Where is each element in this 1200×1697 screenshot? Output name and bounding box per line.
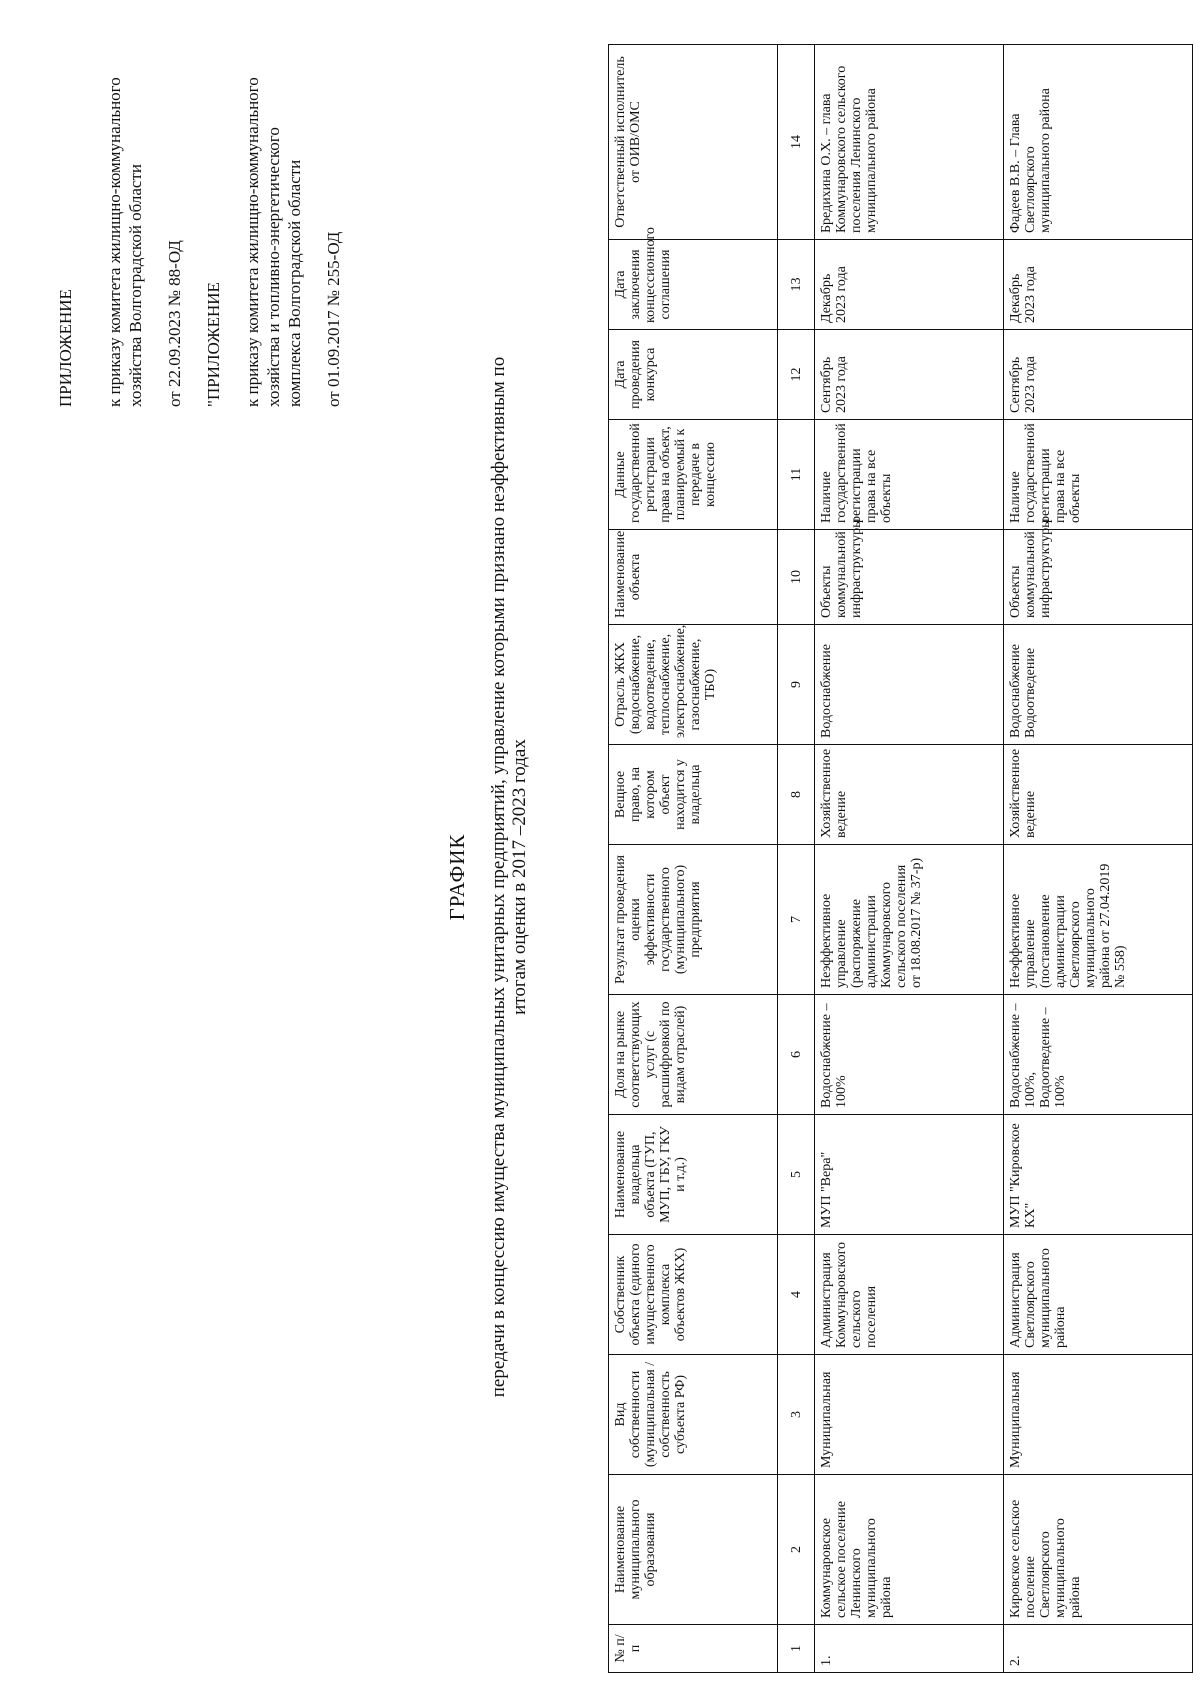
table-cell: Неэффективное управление (распоряжение администрации Коммунаровского сельского поселения от 18.08.2017 № 37-р) [815, 845, 1004, 995]
document-title: ГРАФИК [445, 833, 469, 921]
table-cell: Сентябрь 2023 года [815, 330, 1004, 420]
header-cell: Вещное право, на котором объект находится у владельца [609, 745, 778, 845]
table-cell: Неэффективное управление (постановление администрации Светлоярского муниципального района от 27.04.2019 № 558) [1004, 845, 1193, 995]
table-cell: Декабрь 2023 года [1004, 240, 1193, 330]
table-cell: Муниципальная [1004, 1355, 1193, 1475]
table-cell: Хозяйственное ведение [815, 745, 1004, 845]
header-cell: Данные государственной регистрации права на объект, планируемый к передаче в концессию [609, 420, 778, 530]
header-cell: Отрасль ЖКХ (водоснабжение, водоотведение, теплоснабжение, электроснабжение, газоснабжение, ТБО) [609, 625, 778, 745]
header-cell: Результат проведения оценки эффективности государственного (муниципального) предприятия [609, 845, 778, 995]
table-cell: Объекты коммунальной инфраструктуры [1004, 530, 1193, 625]
table-header-row [609, 45, 778, 1673]
column-number: 7 [778, 845, 815, 995]
column-number: 10 [778, 530, 815, 625]
column-number: 1 [778, 1625, 815, 1673]
header-order-date-old: от 01.09.2017 № 255-ОД [324, 231, 343, 407]
table-cell: 1. [815, 1625, 1004, 1673]
column-number: 8 [778, 745, 815, 845]
table-cell: 2. [1004, 1625, 1193, 1673]
table-cell: Фадеев В.В. – Глава Светлоярского муниципального района [1004, 45, 1193, 240]
header-cell: Ответственный исполнитель от ОИВ/ОМС [609, 45, 778, 240]
column-number: 14 [778, 45, 815, 240]
table-cell: Водоснабжение Водоотведение [1004, 625, 1193, 745]
column-number-row [778, 45, 815, 1673]
table-cell: Администрация Светлоярского муниципального района [1004, 1235, 1193, 1355]
header-cell: № п/п [609, 1625, 778, 1673]
table-cell: Наличие государственной регистрации права на все объекты [815, 420, 1004, 530]
header-cell: Вид собственности (муниципальная /собственность субъекта РФ) [609, 1355, 778, 1475]
table-cell: Водоснабжение – 100%, Водоотведение – 100% [1004, 995, 1193, 1115]
header-order-ref: к приказу комитета жилищно-коммунального хозяйства Волгоградской области [105, 77, 145, 407]
header-cell: Доля на рынке соответствующих услуг (с расшифровкой по видам отраслей) [609, 995, 778, 1115]
table-cell: Муниципальная [815, 1355, 1004, 1475]
column-number: 3 [778, 1355, 815, 1475]
header-cell: Дата проведения конкурса [609, 330, 778, 420]
header-cell: Наименование владельца объекта (ГУП, МУП, ГБУ, ГКУ и т.д.) [609, 1115, 778, 1235]
document-subtitle: передачи в концессию имущества муниципальных унитарных предприятий, управление которыми признано неэффективным по итогам оценки в 2017 –2023 годах [488, 356, 530, 1398]
table-cell: Наличие государственной регистрации права на все объекты [1004, 420, 1193, 530]
document-title-block [445, 87, 530, 1667]
table-cell: МУП "Кировское КХ" [1004, 1115, 1193, 1235]
column-number: 12 [778, 330, 815, 420]
table-cell: Водоснабжение [815, 625, 1004, 745]
schedule-table [608, 44, 1193, 1673]
header-order-ref-old: к приказу комитета жилищно-коммунального хозяйства и топливно-энергетического комплекса Волгоградской области [243, 77, 304, 407]
table-cell: Водоснабжение – 100% [815, 995, 1004, 1115]
table-cell: Бредихина О.Х. – глава Коммунаровского сельского поселения Ленинского муниципального района [815, 45, 1004, 240]
header-appendix-quoted: "ПРИЛОЖЕНИЕ [204, 282, 223, 407]
column-number: 5 [778, 1115, 815, 1235]
table-cell: Сентябрь 2023 года [1004, 330, 1193, 420]
table-row [1004, 45, 1193, 1673]
header-cell: Наименование объекта [609, 530, 778, 625]
table-row [815, 45, 1004, 1673]
column-number: 6 [778, 995, 815, 1115]
header-order-date: от 22.09.2023 № 88-ОД [165, 240, 184, 407]
column-number: 2 [778, 1475, 815, 1625]
column-number: 4 [778, 1235, 815, 1355]
header-cell: Собственник объекта (единого имущественного комплекса объектов ЖКХ) [609, 1235, 778, 1355]
table-cell: Администрация Коммунаровского сельского поселения [815, 1235, 1004, 1355]
table-cell: Хозяйственное ведение [1004, 745, 1193, 845]
header-appendix: ПРИЛОЖЕНИЕ [56, 289, 75, 407]
header-block [55, 67, 362, 407]
column-number: 11 [778, 420, 815, 530]
table-cell: Объекты коммунальной инфраструктуры [815, 530, 1004, 625]
header-cell: Дата заключения концессионного соглашения [609, 240, 778, 330]
column-number: 13 [778, 240, 815, 330]
header-cell: Наименование муниципального образования [609, 1475, 778, 1625]
table-cell: Кировское сельское поселение Светлоярского муниципального района [1004, 1475, 1193, 1625]
table-cell: Декабрь 2023 года [815, 240, 1004, 330]
table-cell: Коммунаровское сельское поселение Ленинского муниципального района [815, 1475, 1004, 1625]
table-cell: МУП "Вера" [815, 1115, 1004, 1235]
column-number: 9 [778, 625, 815, 745]
